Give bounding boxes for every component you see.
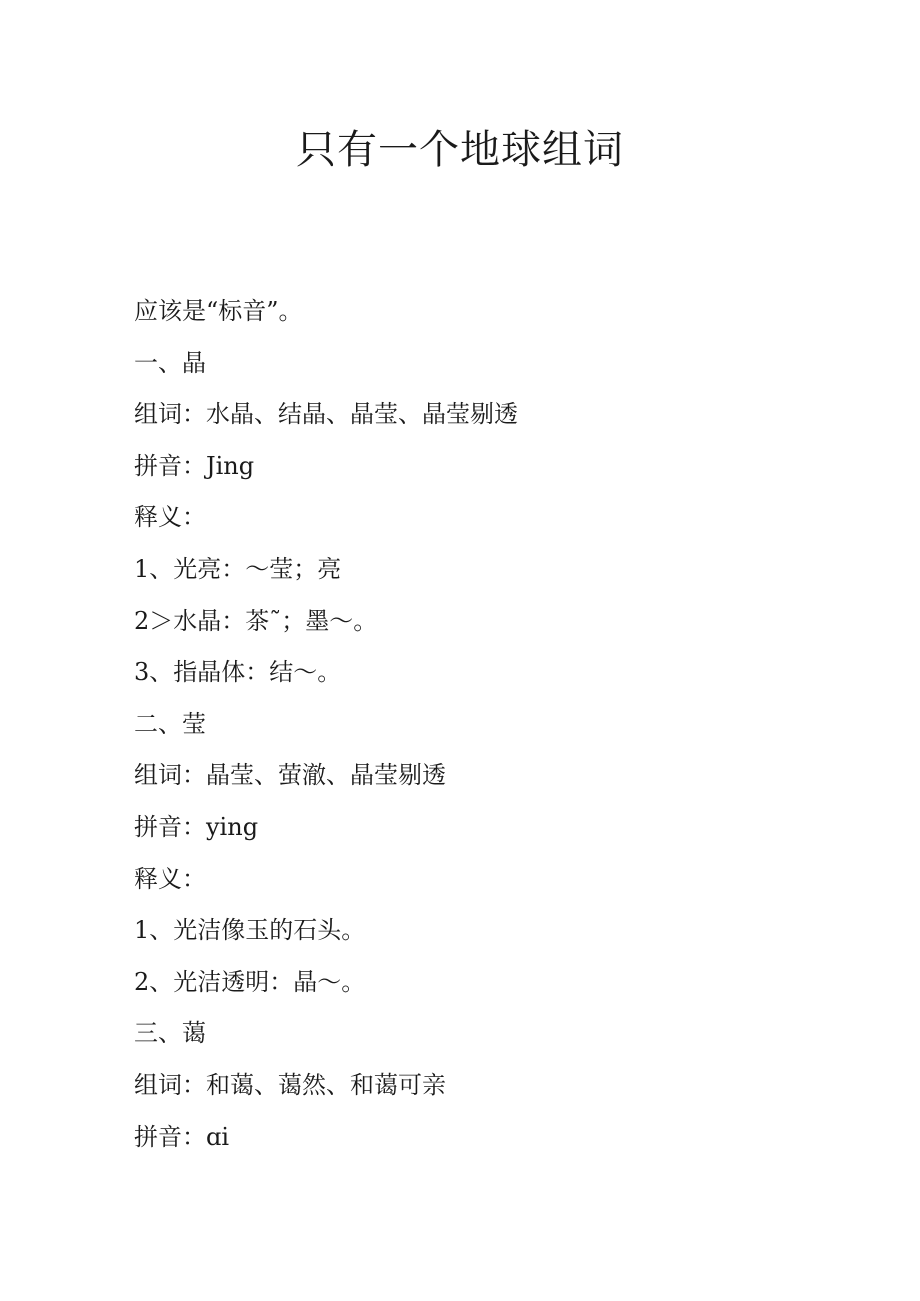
page-title: 只有一个地球组词	[296, 127, 624, 173]
text-line: 拼音：ying	[134, 812, 259, 841]
text-line: 2＞水晶：茶˜；墨～。	[134, 606, 378, 635]
text-line: 拼音：ɑi	[134, 1122, 230, 1151]
text-line: 组词：晶莹、萤澈、晶莹剔透	[134, 761, 446, 790]
text-line: 组词：水晶、结晶、晶莹、晶莹剔透	[134, 400, 518, 429]
text-line: 组词：和蔼、蔼然、和蔼可亲	[134, 1070, 446, 1099]
text-line: 3、指晶体：结～。	[134, 658, 342, 687]
document-body	[134, 288, 834, 1165]
text-line: 拼音：Jing	[134, 451, 255, 480]
text-line: 释义：	[134, 864, 206, 893]
text-line: 应该是“标音”。	[134, 297, 303, 325]
section-heading: 三、蔼	[134, 1019, 206, 1048]
text-line: 1、光洁像玉的石头。	[134, 916, 366, 945]
section-heading: 二、莹	[134, 709, 206, 738]
text-line: 1、光亮：～莹；亮	[134, 554, 342, 583]
section-heading: 一、晶	[134, 348, 206, 377]
text-line: 2、光洁透明：晶～。	[134, 967, 366, 996]
text-line: 释义：	[134, 503, 206, 532]
